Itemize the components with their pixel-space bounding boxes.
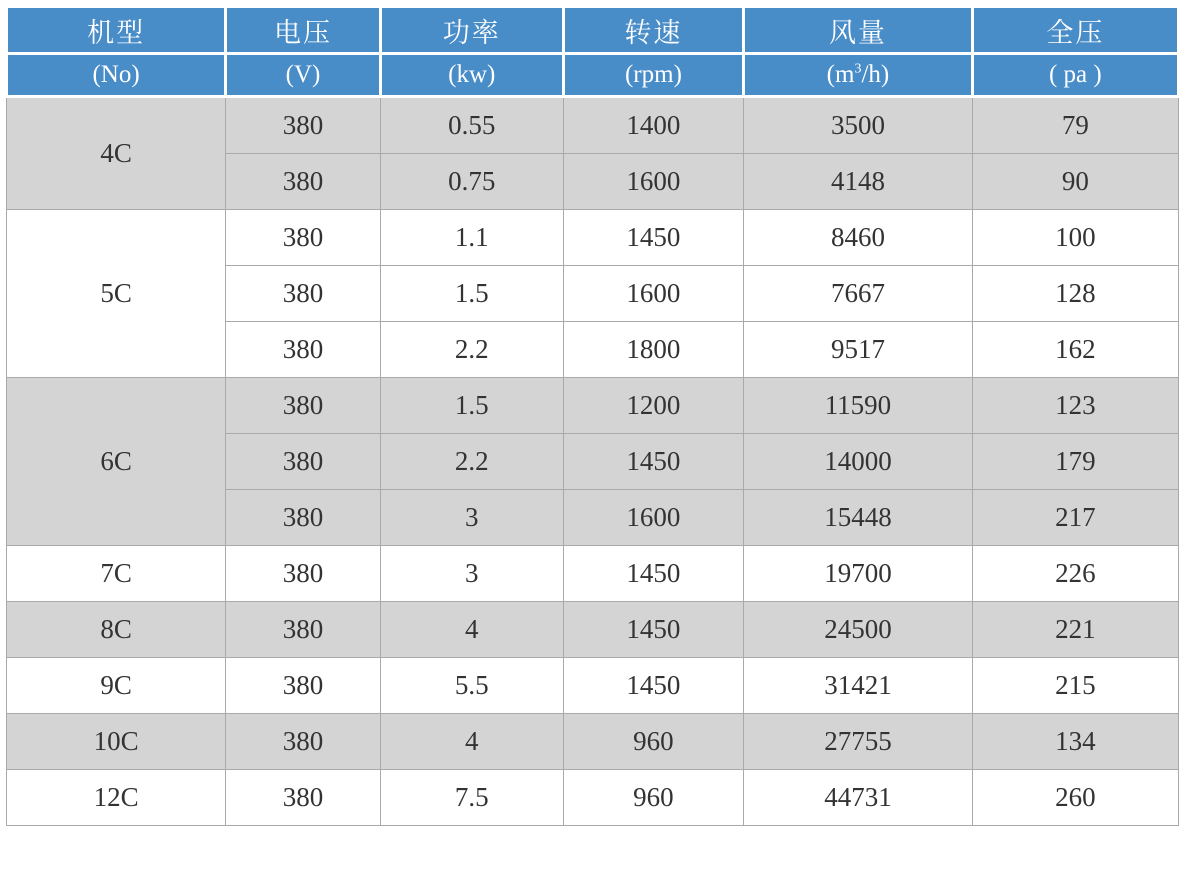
unit-superscript: 3 xyxy=(854,61,862,77)
value-cell: 4 xyxy=(380,714,563,770)
table-row xyxy=(7,546,1179,602)
value-cell: 1600 xyxy=(563,490,743,546)
column-header-name: 风量 xyxy=(744,7,973,54)
value-cell: 2.2 xyxy=(380,322,563,378)
value-cell: 1800 xyxy=(563,322,743,378)
table-body xyxy=(7,97,1179,826)
value-cell: 1450 xyxy=(563,210,743,266)
value-cell: 260 xyxy=(972,770,1178,826)
value-cell: 19700 xyxy=(744,546,973,602)
value-cell: 1.1 xyxy=(380,210,563,266)
table-row xyxy=(7,97,1179,154)
value-cell: 1.5 xyxy=(380,378,563,434)
value-cell: 128 xyxy=(972,266,1178,322)
value-cell: 162 xyxy=(972,322,1178,378)
unit-text: (m xyxy=(826,61,855,88)
value-cell: 221 xyxy=(972,602,1178,658)
value-cell: 100 xyxy=(972,210,1178,266)
table-row xyxy=(7,378,1179,434)
value-cell: 1450 xyxy=(563,602,743,658)
value-cell: 15448 xyxy=(744,490,973,546)
value-cell: 226 xyxy=(972,546,1178,602)
value-cell: 79 xyxy=(972,97,1178,154)
value-cell: 31421 xyxy=(744,658,973,714)
model-cell: 12C xyxy=(7,770,226,826)
column-header-name: 转速 xyxy=(563,7,743,54)
value-cell: 9517 xyxy=(744,322,973,378)
column-header-name: 功率 xyxy=(380,7,563,54)
unit-text: /h) xyxy=(861,61,890,88)
column-header-unit xyxy=(7,54,226,97)
value-cell: 3 xyxy=(380,490,563,546)
table-row xyxy=(7,602,1179,658)
table-header xyxy=(7,7,1179,97)
value-cell: 3 xyxy=(380,546,563,602)
value-cell: 90 xyxy=(972,154,1178,210)
model-cell: 6C xyxy=(7,378,226,546)
value-cell: 5.5 xyxy=(380,658,563,714)
value-cell: 4 xyxy=(380,602,563,658)
value-cell: 380 xyxy=(226,378,381,434)
value-cell: 8460 xyxy=(744,210,973,266)
column-header-unit xyxy=(226,54,381,97)
value-cell: 380 xyxy=(226,490,381,546)
value-cell: 380 xyxy=(226,434,381,490)
value-cell: 1.5 xyxy=(380,266,563,322)
value-cell: 1450 xyxy=(563,546,743,602)
unit-text: (rpm) xyxy=(624,61,682,88)
value-cell: 380 xyxy=(226,770,381,826)
column-header-unit xyxy=(972,54,1178,97)
value-cell: 380 xyxy=(226,266,381,322)
value-cell: 4148 xyxy=(744,154,973,210)
value-cell: 0.55 xyxy=(380,97,563,154)
column-header-name: 电压 xyxy=(226,7,381,54)
value-cell: 380 xyxy=(226,154,381,210)
value-cell: 1450 xyxy=(563,658,743,714)
value-cell: 7667 xyxy=(744,266,973,322)
value-cell: 380 xyxy=(226,97,381,154)
value-cell: 3500 xyxy=(744,97,973,154)
table-row xyxy=(7,770,1179,826)
model-cell: 9C xyxy=(7,658,226,714)
value-cell: 24500 xyxy=(744,602,973,658)
column-header-unit xyxy=(380,54,563,97)
header-row-units xyxy=(7,54,1179,97)
value-cell: 960 xyxy=(563,714,743,770)
table-row xyxy=(7,714,1179,770)
value-cell: 179 xyxy=(972,434,1178,490)
table-row xyxy=(7,658,1179,714)
model-cell: 4C xyxy=(7,97,226,210)
model-cell: 5C xyxy=(7,210,226,378)
unit-text: (No) xyxy=(92,61,140,88)
value-cell: 380 xyxy=(226,210,381,266)
column-header-unit xyxy=(744,54,973,97)
column-header-name: 全压 xyxy=(972,7,1178,54)
value-cell: 1400 xyxy=(563,97,743,154)
value-cell: 0.75 xyxy=(380,154,563,210)
model-cell: 8C xyxy=(7,602,226,658)
value-cell: 380 xyxy=(226,602,381,658)
value-cell: 2.2 xyxy=(380,434,563,490)
unit-text: (V) xyxy=(285,61,321,88)
value-cell: 380 xyxy=(226,658,381,714)
value-cell: 1200 xyxy=(563,378,743,434)
model-cell: 7C xyxy=(7,546,226,602)
value-cell: 217 xyxy=(972,490,1178,546)
column-header-unit xyxy=(563,54,743,97)
value-cell: 14000 xyxy=(744,434,973,490)
value-cell: 380 xyxy=(226,546,381,602)
column-header-name: 机型 xyxy=(7,7,226,54)
value-cell: 7.5 xyxy=(380,770,563,826)
value-cell: 380 xyxy=(226,322,381,378)
value-cell: 960 xyxy=(563,770,743,826)
value-cell: 44731 xyxy=(744,770,973,826)
value-cell: 1600 xyxy=(563,266,743,322)
value-cell: 380 xyxy=(226,714,381,770)
value-cell: 123 xyxy=(972,378,1178,434)
value-cell: 134 xyxy=(972,714,1178,770)
unit-text: (kw) xyxy=(448,61,496,88)
value-cell: 215 xyxy=(972,658,1178,714)
table-row xyxy=(7,210,1179,266)
model-cell: 10C xyxy=(7,714,226,770)
fan-spec-table xyxy=(5,5,1180,826)
value-cell: 1600 xyxy=(563,154,743,210)
value-cell: 1450 xyxy=(563,434,743,490)
header-row-names xyxy=(7,7,1179,54)
unit-text: ( pa ) xyxy=(1048,61,1102,88)
value-cell: 27755 xyxy=(744,714,973,770)
value-cell: 11590 xyxy=(744,378,973,434)
